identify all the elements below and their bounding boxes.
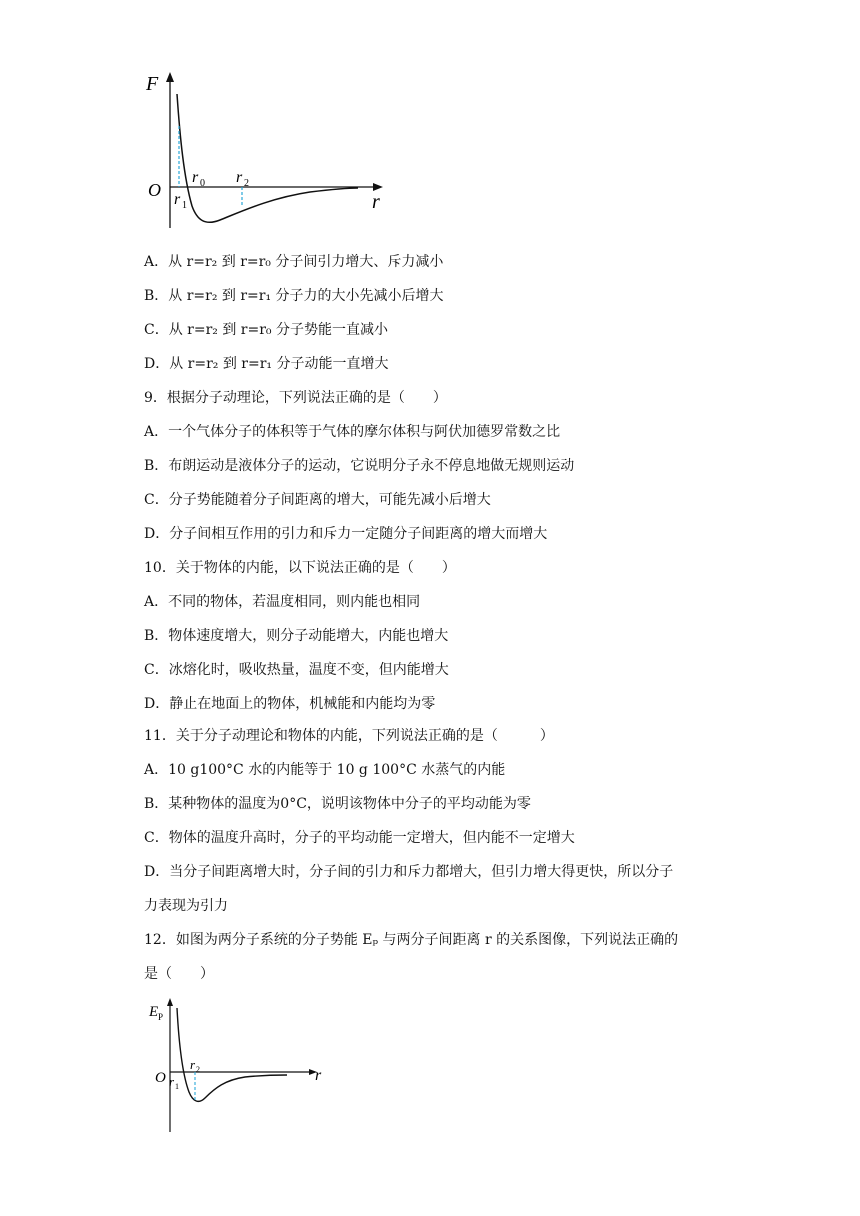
q10-option-d: D．静止在地面上的物体，机械能和内能均为零 (144, 696, 436, 712)
r1-label: r (174, 191, 181, 208)
r2-label: r (190, 1057, 196, 1072)
y-axis-label: F (146, 73, 159, 95)
q9-option-b: B．布朗运动是液体分子的运动，它说明分子永不停息地做无规则运动 (144, 458, 575, 474)
q11-stem: 11．关于分子动理论和物体的内能，下列说法正确的是（ ） (144, 728, 554, 744)
y-axis-subscript: P (158, 1012, 164, 1022)
q10-stem: 10．关于物体的内能，以下说法正确的是（ ） (144, 560, 456, 576)
r2-subscript: 2 (196, 1065, 200, 1074)
x-axis-arrow (373, 183, 383, 191)
q12-stem-line2: 是（ ） (144, 966, 214, 982)
r2-subscript: 2 (244, 178, 249, 189)
q9-option-d: D．分子间相互作用的引力和斥力一定随分子间距离的增大而增大 (144, 526, 548, 542)
q10-option-a: A．不同的物体，若温度相同，则内能也相同 (144, 594, 421, 610)
r2-label: r (236, 169, 243, 186)
q8-option-d: D．从 r=r₂ 到 r=r₁ 分子动能一直增大 (144, 356, 389, 372)
q10-option-b: B．物体速度增大，则分子动能增大，内能也增大 (144, 628, 449, 644)
r0-label: r (192, 169, 199, 186)
q8-option-a: A．从 r=r₂ 到 r=r₀ 分子间引力增大、斥力减小 (144, 254, 444, 270)
force-curve (177, 94, 358, 222)
q9-option-a: A．一个气体分子的体积等于气体的摩尔体积与阿伏加德罗常数之比 (144, 424, 561, 440)
r1-subscript: 1 (182, 200, 187, 211)
r1-label: r (169, 1074, 175, 1089)
r1-subscript: 1 (175, 1082, 179, 1091)
q12-stem-line1: 12．如图为两分子系统的分子势能 Eₚ 与两分子间距离 r 的关系图像，下列说法正确的 (144, 932, 679, 948)
q11-option-c: C．物体的温度升高时，分子的平均动能一定增大，但内能不一定增大 (144, 830, 575, 846)
force-distance-graph (140, 68, 390, 236)
x-axis-label: r (372, 191, 380, 213)
y-axis-arrow (167, 998, 173, 1006)
q8-option-b: B．从 r=r₂ 到 r=r₁ 分子力的大小先减小后增大 (144, 288, 444, 304)
q10-option-c: C．冰熔化时，吸收热量，温度不变，但内能增大 (144, 662, 449, 678)
y-axis-label: E (149, 1004, 159, 1020)
q9-option-c: C．分子势能随着分子间距离的增大，可能先减小后增大 (144, 492, 491, 508)
q11-option-d-continued: 力表现为引力 (144, 898, 228, 914)
r0-subscript: 0 (200, 178, 205, 189)
q9-stem: 9．根据分子动理论，下列说法正确的是（ ） (144, 390, 447, 406)
q11-option-d: D．当分子间距离增大时，分子间的引力和斥力都增大，但引力增大得更快，所以分子 (144, 864, 674, 880)
y-axis-arrow (166, 72, 174, 82)
q11-option-a: A．10 g100°C 水的内能等于 10 g 100°C 水蒸气的内能 (144, 762, 506, 778)
origin-label: O (148, 180, 161, 200)
origin-label: O (155, 1070, 166, 1086)
x-axis-label: r (315, 1067, 322, 1084)
q11-option-b: B．某种物体的温度为0°C，说明该物体中分子的平均动能为零 (144, 796, 531, 812)
potential-energy-graph (145, 996, 335, 1136)
q8-option-c: C．从 r=r₂ 到 r=r₀ 分子势能一直减小 (144, 322, 388, 338)
potential-curve (177, 1008, 287, 1101)
